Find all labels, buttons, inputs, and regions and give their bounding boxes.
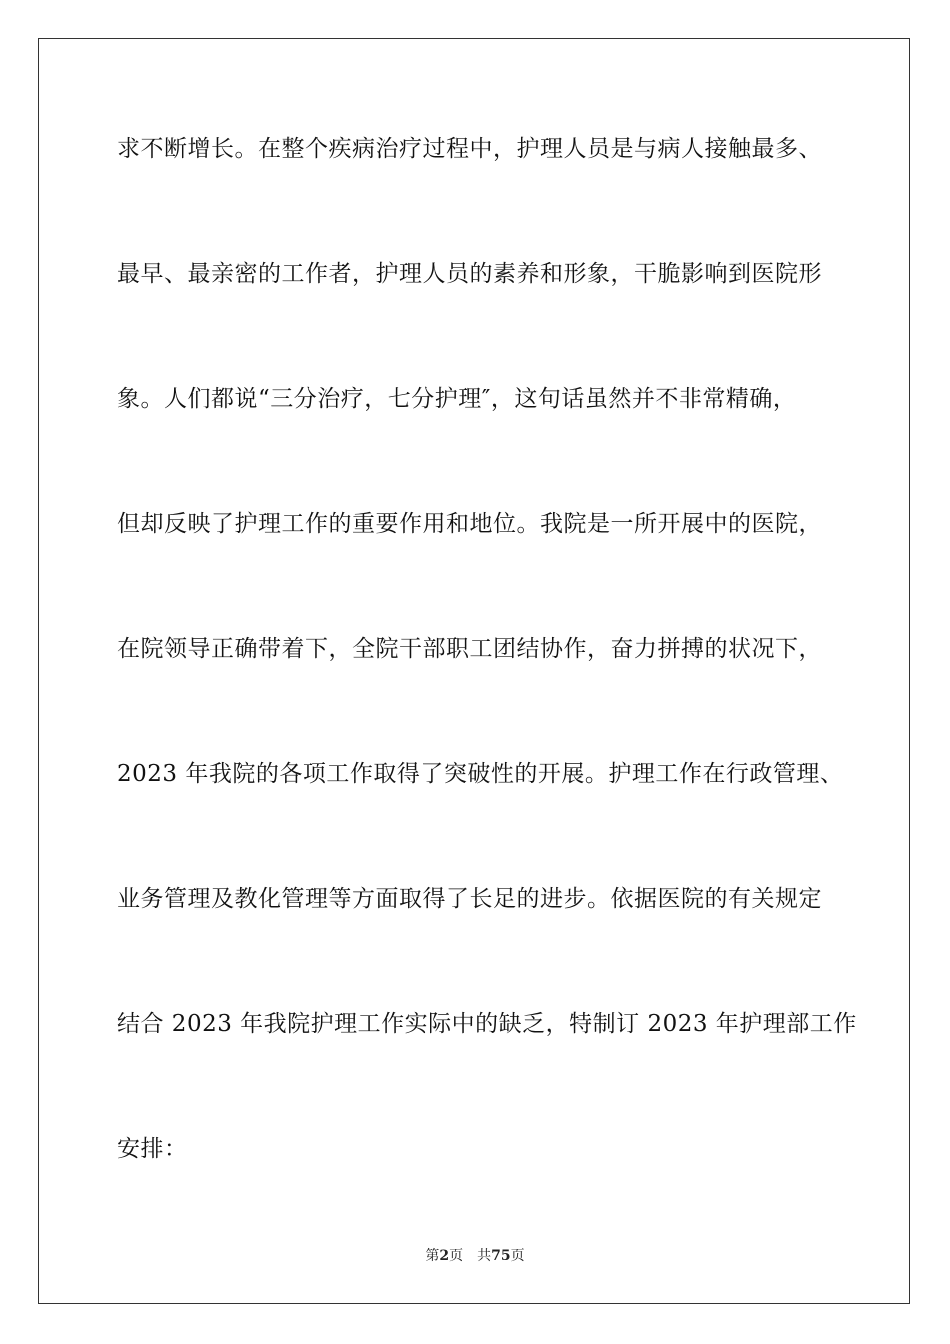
page-frame xyxy=(38,38,910,1304)
total-suffix: 页 xyxy=(510,1248,525,1264)
paragraph-line: 求不断增长。在整个疾病治疗过程中，护理人员是与病人接触最多、 xyxy=(117,136,822,162)
paragraph-line: 结合 2023 年我院护理工作实际中的缺乏，特制订 2023 年护理部工作 xyxy=(117,1011,857,1037)
paragraph-line: 在院领导正确带着下，全院干部职工团结协作，奋力拼搏的状况下， xyxy=(117,636,822,662)
total-pages: 75 xyxy=(491,1248,511,1264)
page-prefix: 第 xyxy=(425,1248,440,1264)
page-number: 2 xyxy=(439,1248,450,1264)
paragraph-line: 象。人们都说“三分治疗，七分护理″，这句话虽然并不非常精确， xyxy=(117,386,797,412)
paragraph-line: 业务管理及教化管理等方面取得了长足的进步。依据医院的有关规定 xyxy=(117,886,822,912)
total-prefix: 共 xyxy=(477,1248,492,1264)
page-suffix: 页 xyxy=(449,1248,464,1264)
paragraph-line: 但却反映了护理工作的重要作用和地位。我院是一所开展中的医院， xyxy=(117,511,822,537)
paragraph-line: 2023 年我院的各项工作取得了突破性的开展。护理工作在行政管理、 xyxy=(117,761,844,787)
paragraph-line: 最早、最亲密的工作者，护理人员的素养和形象，干脆影响到医院形 xyxy=(117,261,822,287)
paragraph-line: 安排： xyxy=(117,1136,188,1162)
page-footer xyxy=(0,1247,950,1265)
